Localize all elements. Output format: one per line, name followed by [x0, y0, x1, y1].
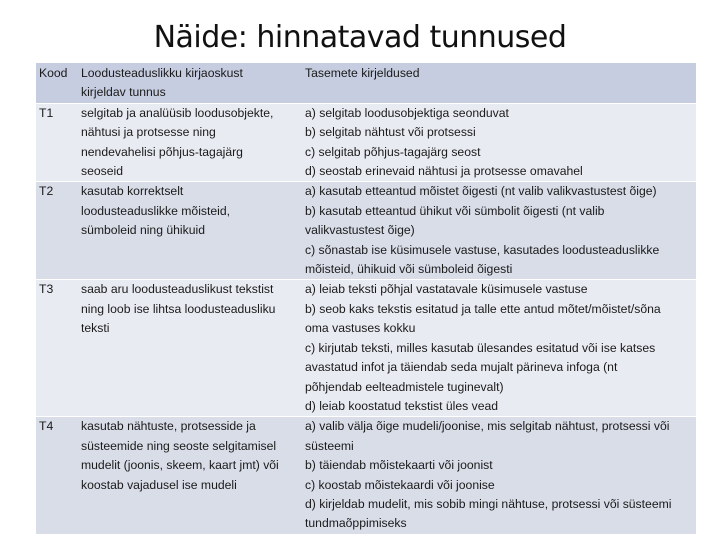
text-line: loodusteaduslikke mõisteid, — [81, 203, 231, 218]
header-feature — [78, 63, 302, 104]
text-line: mõisteid, ühikuid või sümboleid õigesti — [305, 262, 513, 277]
text-line: oma vastuses kokku — [305, 321, 416, 336]
text-line: d) kirjeldab mudelit, mis sobib mingi nähtuse, protsessi või süsteemi — [305, 496, 672, 511]
text-line: kirjeldav tunnus — [81, 85, 166, 100]
text-line: koostab vajadusel ise mudeli — [81, 477, 237, 492]
text-line: seoseid — [81, 164, 124, 179]
text-line: nähtusi ja protsesse ning — [81, 125, 216, 140]
text-line: süsteemide ning seoste selgitamisel — [81, 438, 277, 453]
row-levels — [302, 103, 696, 182]
header-levels: Tasemete kirjeldused — [302, 63, 696, 104]
text-line: c) sõnastab ise küsimusele vastuse, kasutades loodusteaduslikke — [305, 242, 660, 257]
text-line: a) kasutab etteantud mõistet õigesti (nt valib valikvastustest õige) — [305, 184, 657, 199]
text-line: ning loob ise lihtsa loodusteadusliku — [81, 301, 276, 316]
row-code: T3 — [36, 280, 78, 417]
text-line: põhjendab eelteadmistele tuginevalt) — [305, 379, 504, 394]
text-line: a) selgitab loodusobjektiga seonduvat — [305, 105, 509, 120]
row-levels — [302, 182, 696, 280]
text-line: b) kasutab etteantud ühikut või sümbolit õigesti (nt valib — [305, 203, 605, 218]
text-line: Loodusteaduslikku kirjaoskust — [81, 66, 243, 80]
row-feature — [78, 182, 302, 280]
assessment-table — [36, 62, 696, 534]
row-feature — [78, 280, 302, 417]
text-line: b) seob kaks tekstis esitatud ja talle ette antud mõtet/mõistet/sõna — [305, 301, 661, 316]
text-line: d) leiab koostatud tekstist üles vead — [305, 398, 499, 413]
text-line: mudelit (joonis, skeem, kaart jmt) või — [81, 458, 279, 473]
text-line: süsteemi — [305, 438, 354, 453]
header-code: Kood — [36, 63, 78, 104]
text-line: kasutab nähtuste, protsesside ja — [81, 419, 256, 434]
text-line: teksti — [81, 321, 110, 336]
text-line: saab aru loodusteaduslikust tekstist — [81, 282, 274, 297]
table-header-row — [36, 63, 696, 104]
table-row — [36, 280, 696, 417]
text-line: valikvastustest õige) — [305, 223, 415, 238]
table-row — [36, 182, 696, 280]
text-line: c) selgitab põhjus-tagajärg seost — [305, 144, 481, 159]
text-line: kasutab korrektselt — [81, 184, 184, 199]
text-line: b) selgitab nähtust või protsessi — [305, 125, 476, 140]
text-line: nendevahelisi põhjus-tagajärg — [81, 144, 243, 159]
text-line: a) valib välja õige mudeli/joonise, mis selgitab nähtust, protsessi või — [305, 419, 670, 434]
row-feature — [78, 417, 302, 534]
text-line: a) leiab teksti põhjal vastatavale küsimusele vastuse — [305, 282, 588, 297]
row-code: T4 — [36, 417, 78, 534]
row-feature — [78, 103, 302, 182]
row-levels — [302, 280, 696, 417]
page-title: Näide: hinnatavad tunnused — [153, 20, 567, 55]
text-line: selgitab ja analüüsib loodusobjekte, — [81, 105, 274, 120]
table-row — [36, 103, 696, 182]
text-line: avastatud infot ja täiendab seda mujalt pärineva infoga (nt — [305, 360, 618, 375]
text-line: b) täiendab mõistekaarti või joonist — [305, 458, 493, 473]
text-line: tundmaõppimiseks — [305, 516, 407, 531]
row-levels — [302, 417, 696, 534]
table-row — [36, 417, 696, 534]
text-line: c) kirjutab teksti, milles kasutab ülesandes esitatud või ise katses — [305, 340, 656, 355]
text-line: c) koostab mõistekaardi või joonise — [305, 477, 495, 492]
text-line: d) seostab erinevaid nähtusi ja protsesse omavahel — [305, 164, 583, 179]
text-line: sümboleid ning ühikuid — [81, 223, 205, 238]
row-code: T2 — [36, 182, 78, 280]
row-code: T1 — [36, 103, 78, 182]
